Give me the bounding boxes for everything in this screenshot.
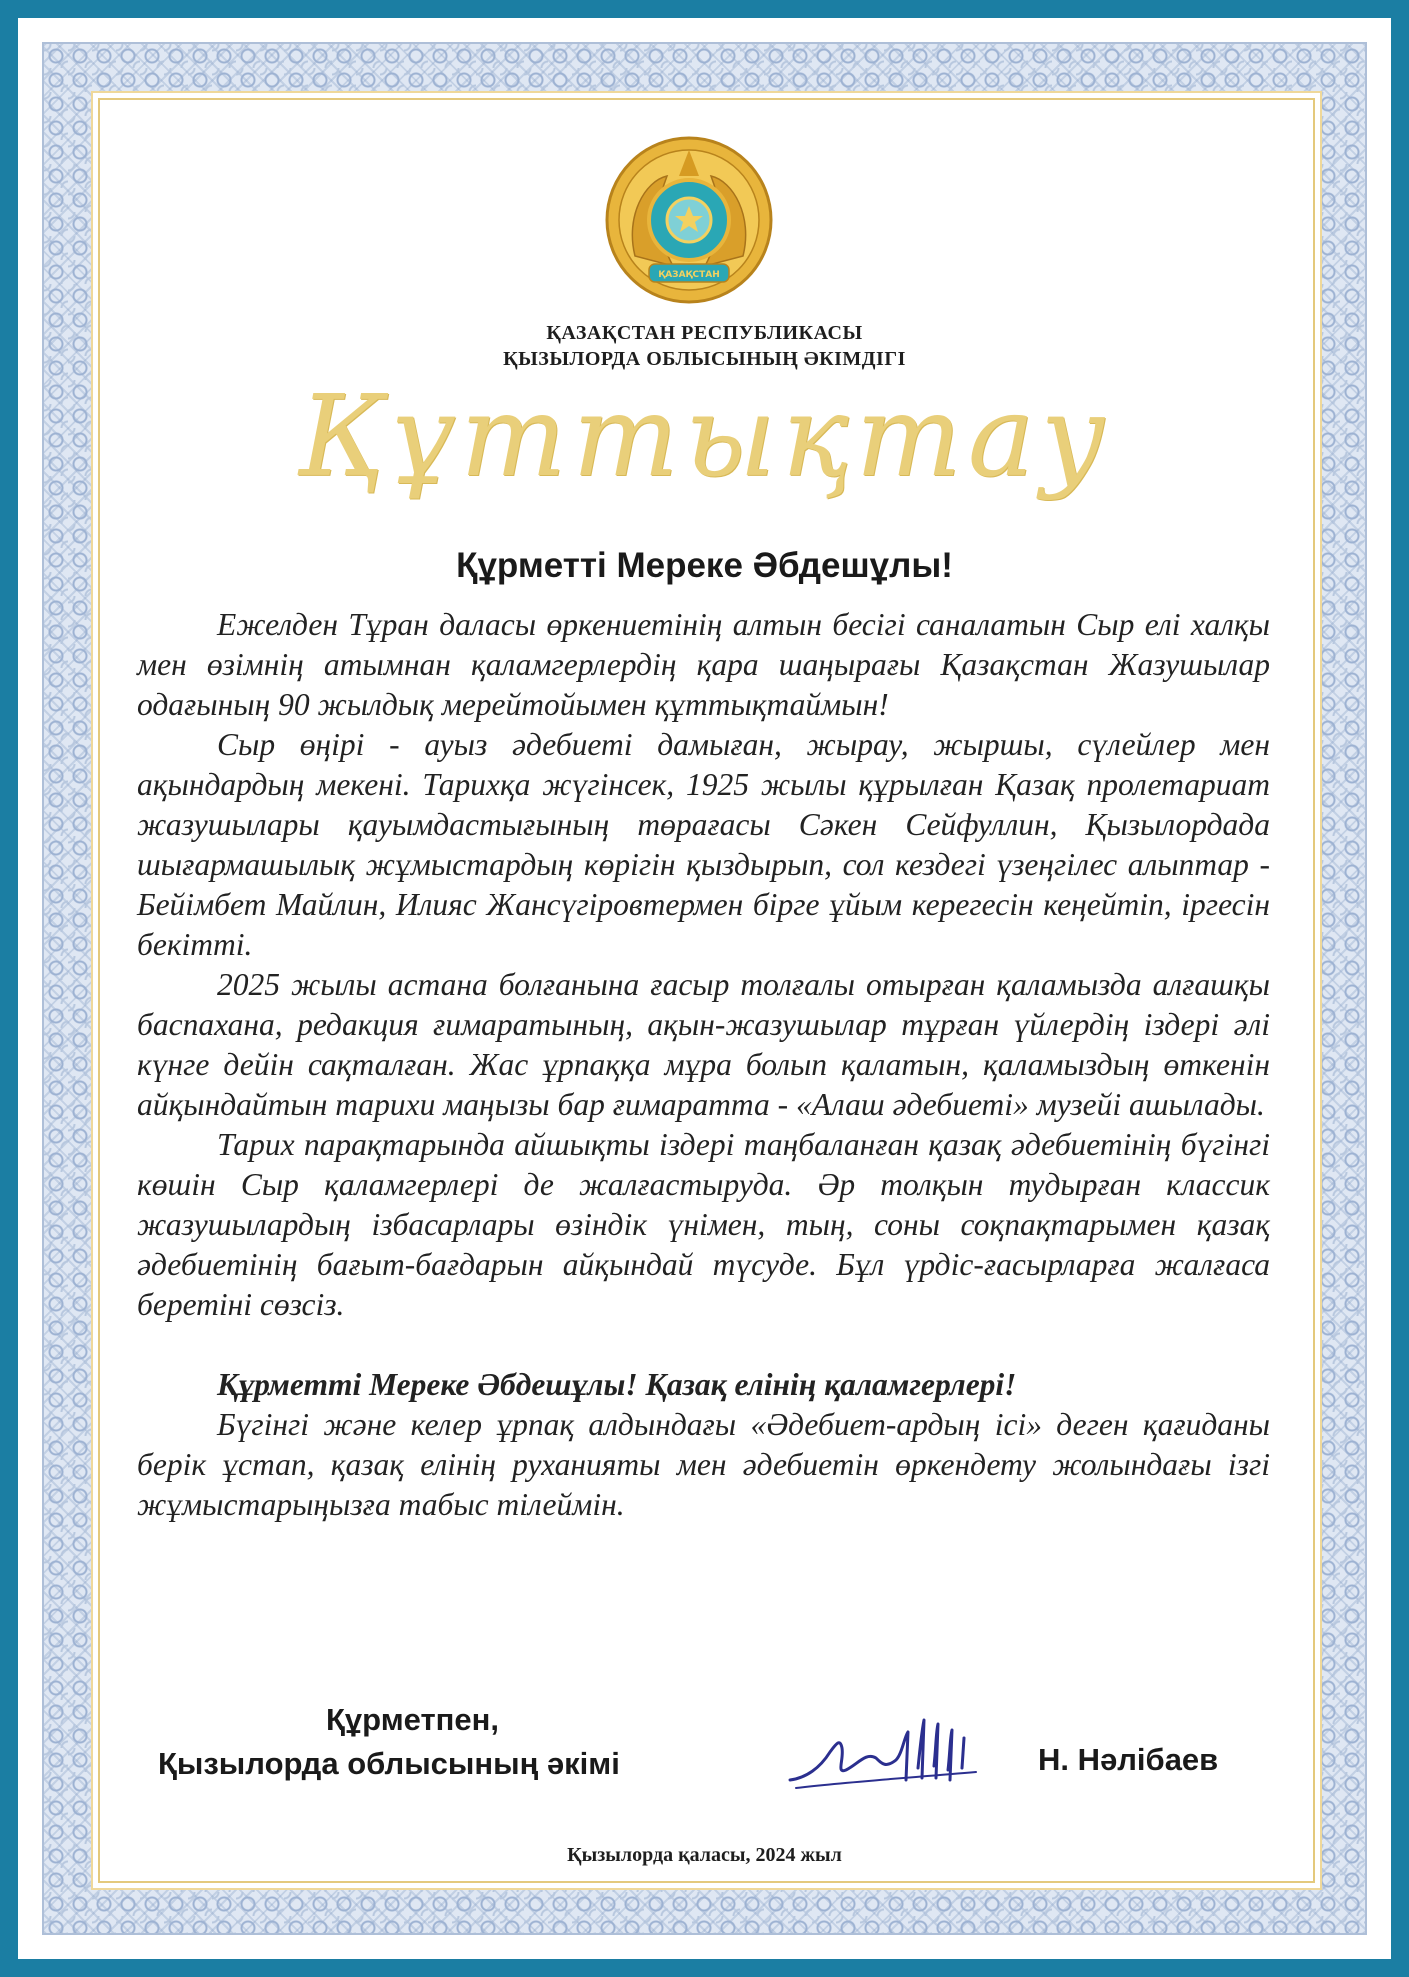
paragraph: Ежелден Тұран даласы өркениетінің алтын бесігі саналатын Сыр елі халқы мен өзімнің атымнан қаламгерлердің қара шаңырағы Қазақстан Жазушылар одағының 90 жылдық мерейтойымен құттықтаймын! xyxy=(137,607,1270,722)
signer-name: Н. Нәлібаев xyxy=(1038,1742,1219,1777)
signer-position: Қызылорда облысының әкімі xyxy=(158,1746,620,1781)
header-akimat: ҚЫЗЫЛОРДА ОБЛЫСЫНЫҢ ӘКІМДІГІ xyxy=(503,348,906,370)
regards-text: Құрметпен, xyxy=(326,1702,499,1737)
letter-body xyxy=(137,605,1270,1525)
signature-block xyxy=(158,1698,758,1786)
paragraph: Тарих парақтарында айшықты іздері таңбаланған қазақ әдебиетінің бүгінгі көшін Сыр қаламгерлері де жалғастыруда. Әр толқын тудырған классик жазушылардың ізбасарлары өзіндік үнімен, тың, соны соқпақтарымен қазақ әдебиетінің бағыт-бағдарын айқындай түсуде. Бұл үрдіс-ғасырларға жалғаса беретіні сөзсіз. xyxy=(137,1127,1270,1322)
handwritten-signature-icon xyxy=(786,1708,986,1798)
emblem-ribbon-text: ҚАЗАҚСТАН xyxy=(658,270,720,280)
closing-paragraph: Бүгінгі және келер ұрпақ алдындағы «Әдебиет-ардың ісі» деген қағиданы берік ұстап, қазақ елінің руханияты мен әдебиетін өркендету жолындағы ізгі жұмыстарыңызға табыс тілеймін. xyxy=(137,1407,1270,1522)
closing-salutation: Құрметті Мереке Әбдешұлы! Қазақ елінің қаламгерлері! xyxy=(217,1367,1017,1402)
paragraph: 2025 жылы астана болғанына ғасыр толғалы отырған қаламызда алғашқы баспахана, редакция ғимаратының, ақын-жазушылар тұрған үйлердің іздері әлі күнге дейін сақталған. Жас ұрпаққа мұра болып қалатын, қаламыздың өткенін айқындайтын тарихи маңызы бар ғимаратта - «Алаш әдебиеті» музейі ашылады. xyxy=(137,967,1270,1122)
certificate-frame xyxy=(18,18,1391,1959)
kazakhstan-state-emblem-icon xyxy=(605,136,773,304)
salutation: Құрметті Мереке Әбдешұлы! xyxy=(456,546,953,585)
header-republic: ҚАЗАҚСТАН РЕСПУБЛИКАСЫ xyxy=(546,322,863,344)
document-title: Құттықтау xyxy=(297,372,1112,502)
paragraph: Сыр өңірі - ауыз әдебиеті дамыған, жырау, жыршы, сүлейлер мен ақындардың мекені. Тарихқа жүгінсек, 1925 жылы құрылған Қазақ пролетариат жазушылары қауымдастығының төрағасы Сәкен Сейфуллин, Қызылордада шығармашылық жұмыстардың көрігін қыздырып, сол кездегі үзеңгілес алыптар - Бейімбет Майлин, Илияс Жансүгіровтермен бірге ұйым керегесін кеңейтіп, іргесін бекітті. xyxy=(137,727,1270,962)
place-and-date: Қызылорда қаласы, 2024 жыл xyxy=(567,1844,842,1866)
